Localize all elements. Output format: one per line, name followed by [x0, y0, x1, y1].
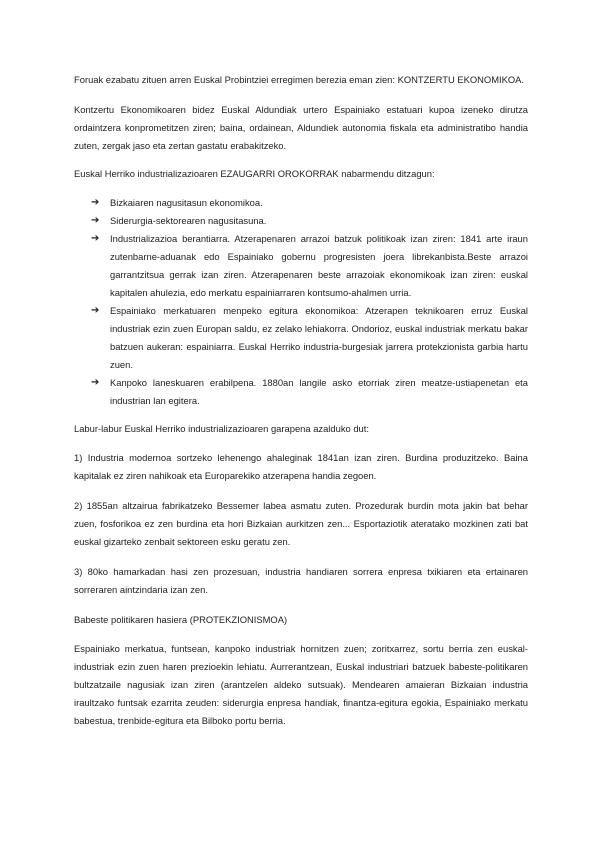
list-item-text: Siderurgia-sektorearen nagusitasuna.	[110, 215, 267, 226]
list-item-text: Espainiako merkatuaren menpeko egitura ekonomikoa: Atzerapen teknikoaren erruz Euskal industriak ezin zuen Europan saldu, ez zelako lehiakorra. Ondorioz, euskal industriak merkatu bakar batzuen aukeran: espainiarra. Euskal Herriko industria-burgesiak jarrera protekzionista garbia hartu zuen.	[110, 305, 528, 370]
numbered-paragraph-1: 1) Industria modernoa sortzeko lehenengo ahaleginak 1841an izan ziren. Burdina produzitzeko. Baina kapitalak ez ziren nahikoak eta Europarekiko atzerapena handia zegoen.	[74, 452, 528, 481]
arrow-bullet-icon: ➔	[91, 377, 100, 388]
closing-paragraph: Espainiako merkatua, funtsean, kanpoko industriak hornitzen zuen; zoritxarrez, sortu berria zen euskal-industriak ezin zuen haren prezioekin lehiatu. Aurrerantzean, Euskal industriari batzuek babeste-politikaren bultzatzaile nagusiak izan ziren (arantzelen aldeko sutsuak). Mendearen amaieran Bizkaian industria iraultzako funtsak ezarrita zeuden: siderurgia enpresa handiak, finantza-egitura egokia, Espainiako merkatu babestua, trenbide-egitura eta Bilboko portu berria.	[74, 643, 528, 726]
list-item	[74, 194, 528, 212]
list-item	[74, 230, 528, 302]
list-item-text: Bizkaiaren nagusitasun ekonomikoa.	[110, 197, 263, 208]
arrow-bullet-icon: ➔	[91, 197, 100, 208]
arrow-bullet-icon: ➔	[91, 233, 100, 244]
list-item-text: Kanpoko laneskuaren erabilpena. 1880an langile asko etorriak ziren meatze-ustiapenetan eta industrian lan egitera.	[110, 377, 528, 406]
list-item	[74, 374, 528, 410]
section-heading: Babeste politikaren hasiera (PROTEKZIONISMOA)	[74, 614, 288, 625]
arrow-bullet-icon: ➔	[91, 215, 100, 226]
numbered-paragraph-3: 3) 80ko hamarkadan hasi zen prozesuan, industria handiaren sorrera enpresa txikiaren eta ertainaren sorreraren aintzindaria izan zen.	[74, 566, 528, 595]
numbered-paragraph-2: 2) 1855an altzairua fabrikatzeko Bessemer labea asmatu zuten. Prozedurak burdin mota jakin bat behar zuen, fosforikoa ez zen burdina eta hori Bizkaian aurkitzen zen... Esportaziotik ateratako mozkinen zati bat euskal gizarteko zenbait sektoreen esku geratu zen.	[74, 500, 528, 547]
arrow-bullet-icon: ➔	[91, 305, 100, 316]
list-item	[74, 302, 528, 374]
list-item-text: Industrializazioa berantiarra. Atzerapenaren arrazoi batzuk politikoak izan ziren: 1841 arte iraun zutenbarne-aduanak edo Espainiako gobernu progresisten joera librekanbista.Beste arrazoi garrantzitsua gerrak izan ziren. Atzerapenaren beste arrazoiak ekonomikoak izan ziren: euskal kapitalen ahulezia, edo merkatu espainiarraren kontsumo-ahalmen urria.	[110, 233, 528, 298]
document-body	[74, 71, 528, 730]
characteristics-intro: Euskal Herriko industrializazioaren EZAUGARRI OROKORRAK nabarmendu ditzagun:	[74, 168, 435, 179]
kontzertu-paragraph: Kontzertu Ekonomikoaren bidez Euskal Aldundiak urtero Espainiako estatuari kupoa izeneko dirutza ordaintzera konprometitzen ziren; baina, ordainean, Aldundiek autonomia fiskala eta administratibo handia zuten, zergak jaso eta zertan gastatu erabakitzeko.	[74, 104, 528, 151]
development-intro: Labur-labur Euskal Herriko industrializazioaren garapena azalduko dut:	[74, 423, 369, 434]
list-item	[74, 212, 528, 230]
characteristics-list	[74, 194, 528, 410]
intro-paragraph: Foruak ezabatu zituen arren Euskal Probintziei erregimen berezia eman zien: KONTZERTU EKONOMIKOA.	[74, 74, 525, 85]
